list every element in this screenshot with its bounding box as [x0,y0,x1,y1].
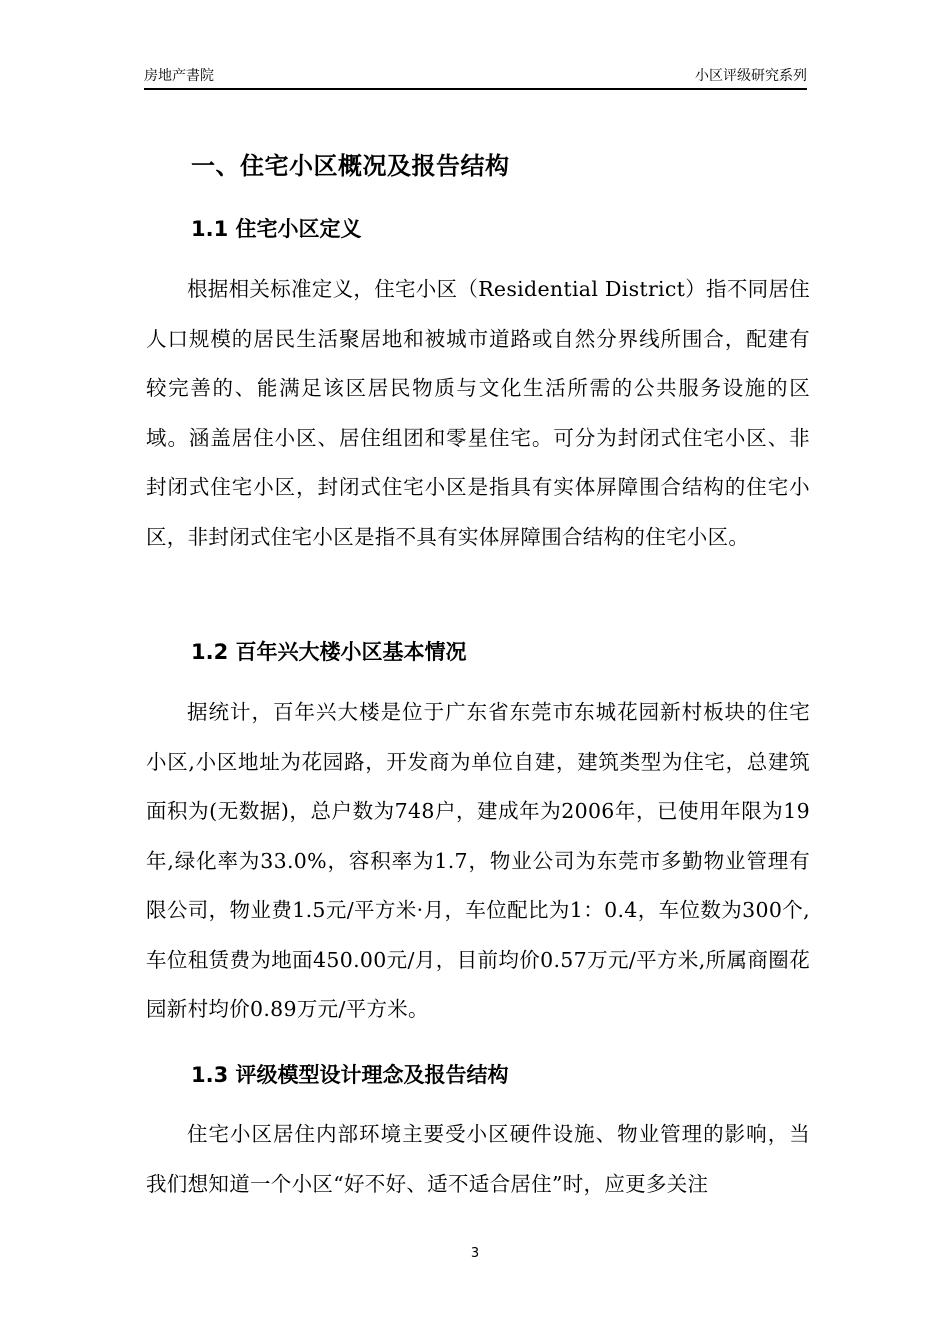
section-paragraph-1-2: 据统计，百年兴大楼是位于广东省东莞市东城花园新村板块的住宅小区,小区地址为花园路，开发商为单位自建，建筑类型为住宅，总建筑面积为(无数据)，总户数为748户，建成年为2006年，已使用年限为19年,绿化率为33.0%，容积率为1.7，物业公司为东莞市多勤物业管理有限公司，物业费1.5元/平方米·月，车位配比为1：0.4，车位数为300个,车位租赁费为地面450.00元/月，目前均价0.57万元/平方米,所属商圈花园新村均价0.89万元/平方米。 [146,700,810,1021]
header-series: 小区评级研究系列 [695,68,807,84]
section-paragraph-1-3: 住宅小区居住内部环境主要受小区硬件设施、物业管理的影响，当我们想知道一个小区“好不好、适不适合居住”时，应更多关注 [146,1122,810,1196]
page-number: 3 [470,1246,480,1261]
chapter-title: 一、住宅小区概况及报告结构 [191,152,510,180]
section-heading-1-2: 1.2 百年兴大楼小区基本情况 [191,640,467,664]
section-heading-1-3: 1.3 评级模型设计理念及报告结构 [191,1063,509,1087]
section-heading-1-1: 1.1 住宅小区定义 [191,217,362,241]
header-publisher: 房地产書院 [144,68,214,84]
section-paragraph-1-1: 根据相关标准定义，住宅小区（Residential District）指不同居住人口规模的居民生活聚居地和被城市道路或自然分界线所围合，配建有较完善的、能满足该区居民物质与文化生活所需的公共服务设施的区域。涵盖居住小区、居住组团和零星住宅。可分为封闭式住宅小区、非封闭式住宅小区，封闭式住宅小区是指具有实体屏障围合结构的住宅小区，非封闭式住宅小区是指不具有实体屏障围合结构的住宅小区。 [146,277,811,549]
page-header [144,66,807,90]
